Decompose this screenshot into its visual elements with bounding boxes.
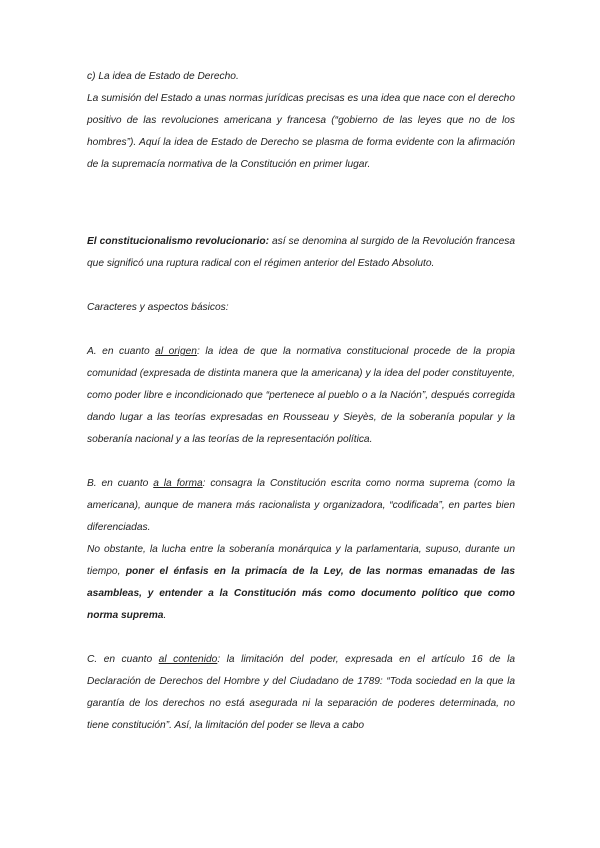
item-b-underlined: a la forma: [153, 478, 203, 489]
item-a-underlined: al origen: [155, 346, 197, 357]
spacer: [87, 176, 515, 231]
constitucionalismo-definition: así se denomina al surgido de la Revolución francesa que significó una ruptura radical con el régimen anterior del Estado Absoluto.: [87, 236, 515, 269]
section-c-title: c) La idea de Estado de Derecho.: [87, 71, 239, 82]
item-a-prefix: A. en cuanto: [87, 346, 156, 357]
item-b-followup-end: .: [163, 610, 167, 621]
caracteres-heading: Caracteres y aspectos básicos:: [87, 302, 229, 313]
item-b-followup: [87, 539, 515, 627]
document-page: [87, 66, 515, 737]
constitucionalismo-paragraph: [87, 231, 515, 275]
item-c-paragraph: [87, 649, 515, 737]
spacer: [87, 275, 515, 297]
item-c-underlined: al contenido: [158, 654, 218, 665]
spacer: [87, 451, 515, 473]
spacer: [87, 627, 515, 649]
constitucionalismo-term: El constitucionalismo revolucionario:: [87, 236, 270, 247]
spacer: [87, 319, 515, 341]
section-c-body: La sumisión del Estado a unas normas jurídicas precisas es una idea que nace con el derecho positivo de las revoluciones americana y francesa (“gobierno de las leyes que no de los hombres”). Aquí la idea de Estado de Derecho se plasma de forma evidente con la afirmación de la supremacía normativa de la Constitución en primer lugar.: [87, 93, 515, 170]
item-b-followup-bold: poner el énfasis en la primacía de la Ley, de las normas emanadas de las asambleas, y entender a la Constitución más como documento político que como norma suprema: [87, 566, 515, 621]
item-b-text: : consagra la Constitución escrita como norma suprema (como la americana), aunque de manera más racionalista y organizadora, “codificada”, en partes bien diferenciadas.: [87, 478, 515, 533]
item-a-paragraph: [87, 341, 515, 451]
item-a-text: : la idea de que la normativa constitucional procede de la propia comunidad (expresada de distinta manera que la americana) y la idea del poder constituyente, como poder libre e incondicionado que “pertenece al pueblo o a la Nación”, después corregida dando lugar a las teorías expresadas en Rousseau y Sieyès, de la soberanía popular y la soberanía nacional y a las teorías de la representación política.: [87, 346, 515, 445]
item-c-text: : la limitación del poder, expresada en el artículo 16 de la Declaración de Derechos del Hombre y del Ciudadano de 1789: “Toda sociedad en la que la garantía de los derechos no está asegurada ni la separación de poderes determinada, no tiene constitución”. Así, la limitación del poder se lleva a cabo: [87, 654, 515, 731]
item-b-followup-intro: No obstante, la lucha entre la soberanía monárquica y la parlamentaria, supuso, durante un tiempo,: [87, 544, 515, 577]
item-b-paragraph: [87, 473, 515, 539]
item-c-prefix: C. en cuanto: [87, 654, 159, 665]
item-b-prefix: B. en cuanto: [87, 478, 154, 489]
